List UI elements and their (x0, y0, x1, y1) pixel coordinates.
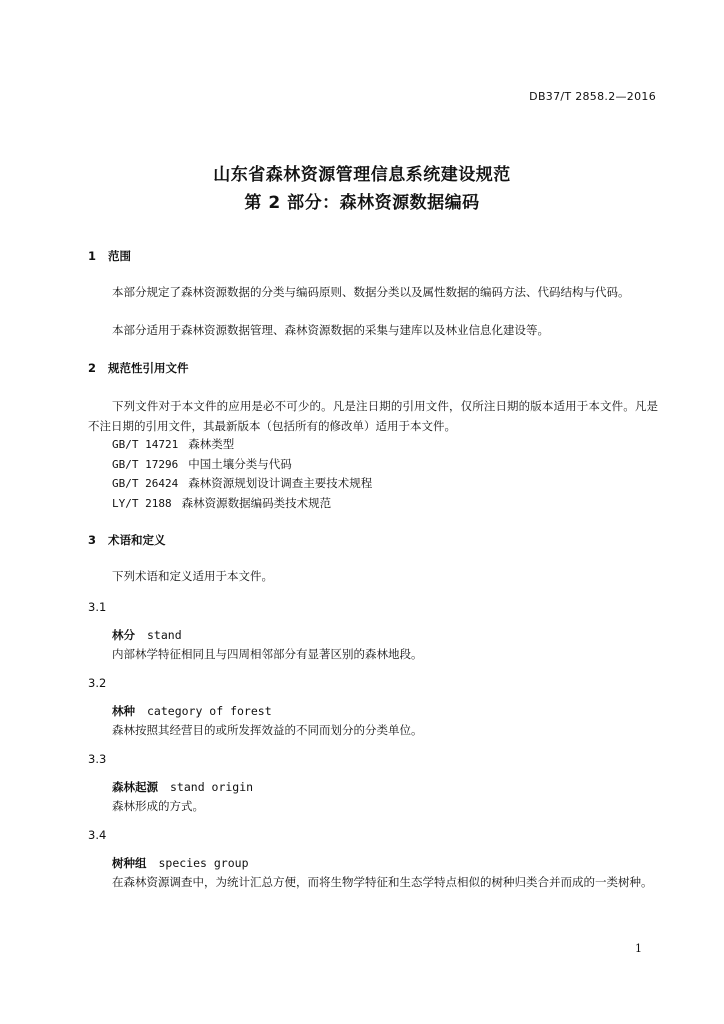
document-title: 山东省森林资源管理信息系统建设规范 (213, 165, 511, 185)
section-2-heading (88, 360, 189, 376)
reference-code: GB/T 17296 (112, 458, 179, 471)
term-chinese: 森林起源 (112, 780, 158, 794)
term-number: 3.4 (88, 828, 107, 842)
term-number: 3.3 (88, 752, 107, 766)
standard-code: DB37/T 2858.2—2016 (529, 90, 656, 103)
reference-title: 森林资源规划设计调查主要技术规程 (188, 476, 373, 490)
term-heading (112, 855, 249, 871)
term-english: stand origin (170, 780, 254, 794)
term-english: stand (147, 628, 182, 642)
term-number: 3.1 (88, 600, 107, 614)
reference-item (112, 456, 292, 472)
reference-item (112, 475, 372, 491)
reference-title: 中国土壤分类与代码 (188, 457, 292, 471)
term-number: 3.2 (88, 676, 107, 690)
term-english: species group (158, 856, 249, 870)
section-1-heading (88, 248, 131, 264)
term-english: category of forest (147, 704, 272, 718)
section-title: 范围 (108, 249, 131, 263)
section-1-paragraph-2: 本部分适用于森林资源数据管理、森林资源数据的采集与建库以及林业信息化建设等。 (112, 323, 549, 337)
term-definition: 森林按照其经营目的或所发挥效益的不同而划分的分类单位。 (112, 723, 423, 737)
term-definition: 内部林学特征相同且与四周相邻部分有显著区别的森林地段。 (112, 647, 423, 661)
reference-code: LY/T 2188 (112, 497, 172, 510)
page-number: 1 (635, 942, 642, 955)
term-definition: 森林形成的方式。 (112, 799, 204, 813)
section-3-heading (88, 532, 166, 548)
term-heading (112, 703, 272, 719)
term-chinese: 林分 (112, 628, 135, 642)
section-number: 1 (88, 249, 97, 263)
reference-item (112, 495, 331, 511)
section-number: 2 (88, 361, 97, 375)
term-chinese: 树种组 (112, 856, 147, 870)
term-definition: 在森林资源调查中，为统计汇总方便，而将生物学特征和生态学特点相似的树种归类合并而成的一类树种。 (112, 875, 653, 889)
reference-item (112, 436, 234, 452)
section-title: 术语和定义 (108, 533, 166, 547)
section-3-intro: 下列术语和定义适用于本文件。 (112, 569, 273, 583)
section-1-paragraph-1: 本部分规定了森林资源数据的分类与编码原则、数据分类以及属性数据的编码方法、代码结构与代码。 (112, 285, 630, 299)
reference-code: GB/T 26424 (112, 477, 179, 490)
term-heading (112, 627, 182, 643)
document-subtitle: 第 2 部分：森林资源数据编码 (244, 193, 480, 213)
reference-title: 森林资源数据编码类技术规范 (181, 496, 332, 510)
section-number: 3 (88, 533, 97, 547)
section-2-paragraph: 下列文件对于本文件的应用是必不可少的。凡是注日期的引用文件，仅所注日期的版本适用于本文件。凡是不注日期的引用文件，其最新版本（包括所有的修改单）适用于本文件。 (88, 399, 658, 433)
term-heading (112, 779, 253, 795)
reference-code: GB/T 14721 (112, 438, 179, 451)
reference-title: 森林类型 (188, 437, 235, 451)
section-title: 规范性引用文件 (108, 361, 189, 375)
term-chinese: 林种 (112, 704, 135, 718)
